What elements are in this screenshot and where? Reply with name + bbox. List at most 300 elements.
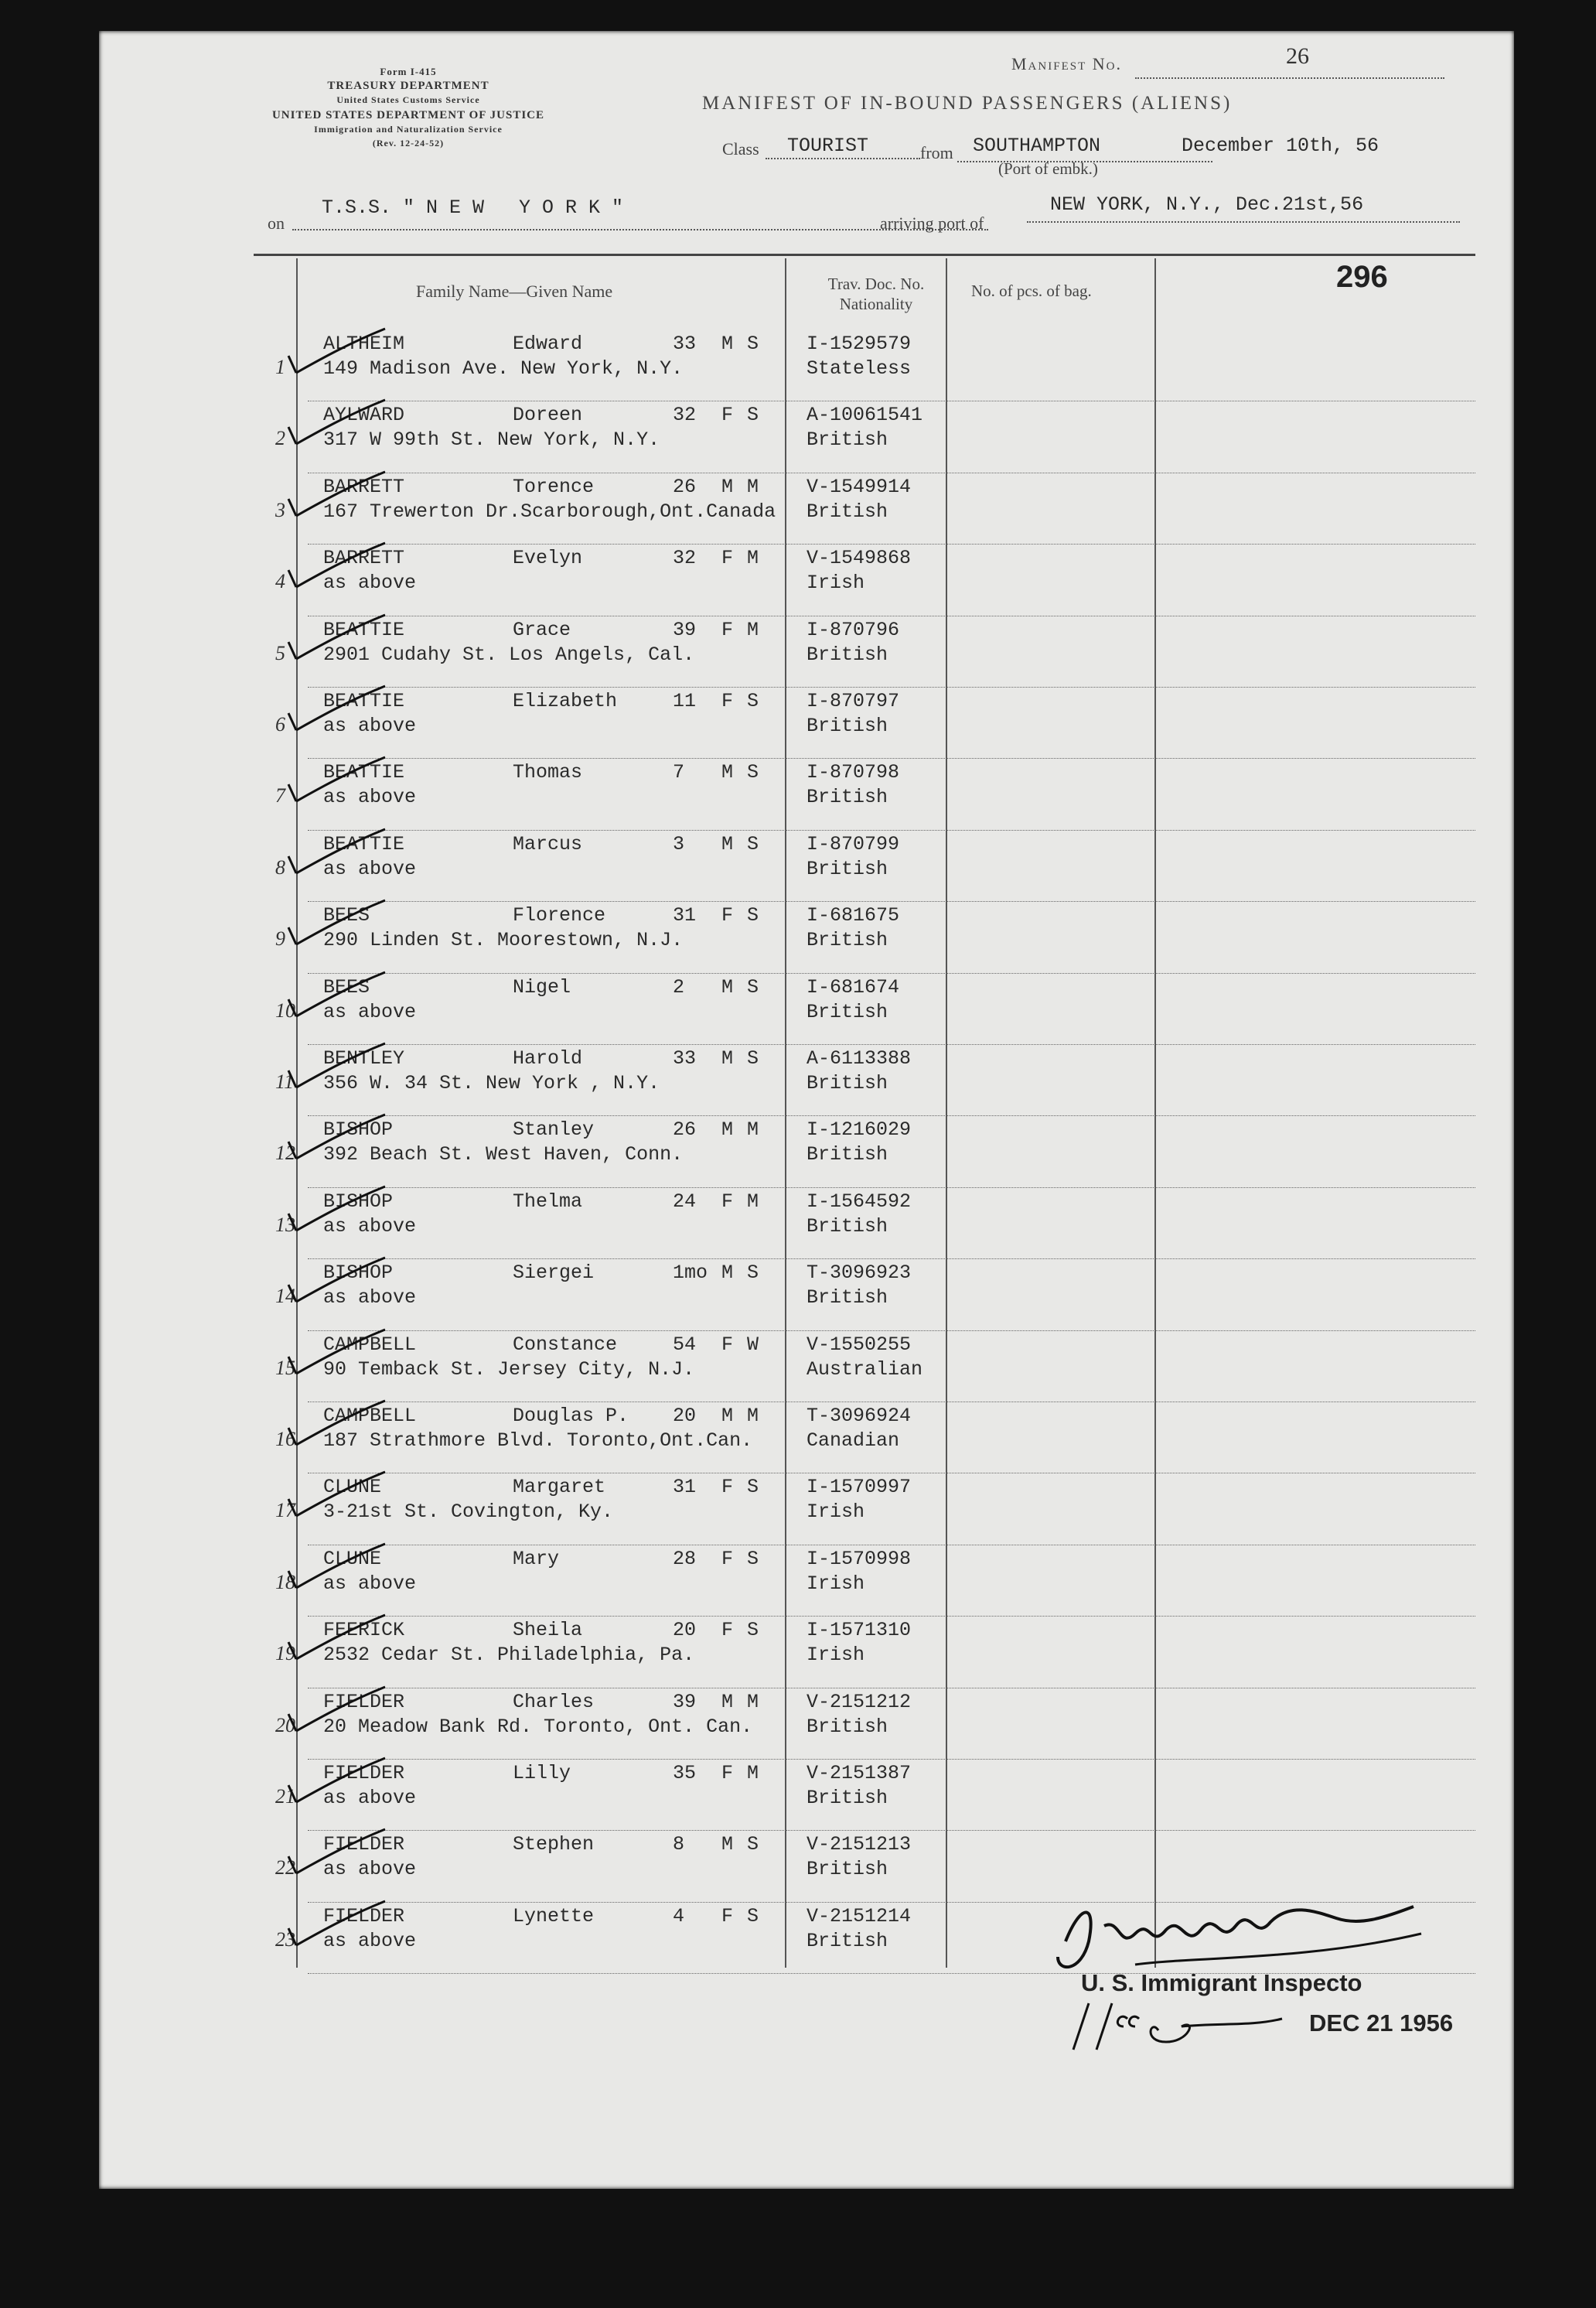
check-mark-icon xyxy=(285,968,393,1023)
row-divider xyxy=(308,1258,1475,1259)
marital-status: S xyxy=(747,333,759,355)
family-name: FIELDER xyxy=(323,1833,405,1856)
table-row xyxy=(99,1476,1514,1547)
age: 20 xyxy=(673,1619,697,1642)
travel-doc: V-2151213 xyxy=(807,1833,912,1856)
address: 90 Temback St. Jersey City, N.J. xyxy=(323,1357,695,1381)
check-mark-icon xyxy=(285,1183,393,1237)
arriving-value: NEW YORK, N.Y., Dec.21st,56 xyxy=(1050,193,1364,216)
travel-doc: I-1216029 xyxy=(807,1118,912,1142)
check-mark-icon xyxy=(285,825,393,879)
check-mark-icon xyxy=(285,1397,393,1451)
nationality: British xyxy=(807,1929,888,1952)
table-row xyxy=(99,1619,1514,1690)
check-mark-icon xyxy=(285,896,393,951)
row-number: 8 xyxy=(275,855,285,879)
family-name: CAMPBELL xyxy=(323,1405,417,1427)
check-mark-icon xyxy=(285,1683,393,1737)
marital-status: M xyxy=(747,1118,759,1142)
age: 4 xyxy=(673,1904,685,1927)
date-stamp: DEC 21 1956 xyxy=(1309,2009,1454,2037)
nationality: British xyxy=(807,857,888,880)
given-name: Lilly xyxy=(513,1762,571,1784)
row-number: 4 xyxy=(275,570,285,593)
page-title: MANIFEST OF IN-BOUND PASSENGERS (ALIENS) xyxy=(702,93,1233,114)
row-number: 17 xyxy=(275,1499,295,1522)
marital-status: S xyxy=(747,1904,759,1927)
marital-status: S xyxy=(747,1833,759,1856)
check-mark-icon xyxy=(285,1111,393,1165)
address: as above xyxy=(323,1787,417,1809)
marital-status: M xyxy=(747,1690,759,1713)
given-name: Stanley xyxy=(513,1118,595,1142)
row-number: 2 xyxy=(275,427,285,450)
table-row xyxy=(99,1762,1514,1833)
address: 2901 Cudahy St. Los Angels, Cal. xyxy=(323,643,695,666)
form-number: Form I-415 xyxy=(380,66,437,77)
given-name: Douglas P. xyxy=(513,1405,629,1427)
given-name: Doreen xyxy=(513,404,583,427)
check-mark-icon xyxy=(285,1468,393,1522)
check-mark-icon xyxy=(285,1754,393,1808)
ship-name: T.S.S. " N E W Y O R K " xyxy=(322,196,624,219)
marital-status: S xyxy=(747,690,759,712)
age: 32 xyxy=(673,547,697,570)
age: 35 xyxy=(673,1762,697,1784)
sex: M xyxy=(721,1405,734,1427)
row-number: 9 xyxy=(275,927,285,951)
given-name: Nigel xyxy=(513,975,571,999)
sex: F xyxy=(721,404,734,427)
on-label: on xyxy=(268,213,285,233)
row-number: 12 xyxy=(275,1142,295,1165)
table-row xyxy=(99,1691,1514,1762)
given-name: Grace xyxy=(513,618,571,641)
class-line xyxy=(766,158,920,159)
address: as above xyxy=(323,857,417,880)
row-number: 5 xyxy=(275,641,285,664)
given-name: Marcus xyxy=(513,832,583,855)
travel-doc: A-10061541 xyxy=(807,404,923,427)
marital-status: S xyxy=(747,1262,759,1285)
agency-block xyxy=(261,65,555,107)
check-mark-icon xyxy=(285,325,393,379)
age: 28 xyxy=(673,1547,697,1570)
address: as above xyxy=(323,1858,417,1881)
row-divider xyxy=(308,1187,1475,1188)
row-number: 23 xyxy=(275,1927,295,1951)
check-mark-icon xyxy=(285,396,393,450)
port-embk-label: (Port of embk.) xyxy=(998,159,1098,178)
row-divider xyxy=(308,1115,1475,1116)
travel-doc: I-1529579 xyxy=(807,333,912,355)
table-row xyxy=(99,1262,1514,1333)
address: 187 Strathmore Blvd. Toronto,Ont.Can. xyxy=(323,1429,753,1452)
family-name: BARRETT xyxy=(323,475,405,498)
age: 24 xyxy=(673,1190,697,1213)
travel-doc: I-1570997 xyxy=(807,1476,912,1499)
embark-date: December 10th, 56 xyxy=(1182,135,1379,157)
sex: F xyxy=(721,547,734,570)
family-name: BEES xyxy=(323,975,370,999)
col-doc-line1: Trav. Doc. No. xyxy=(827,275,925,293)
inspector-title: U. S. Immigrant Inspecto xyxy=(1081,1969,1362,1996)
sex: M xyxy=(721,1262,734,1285)
travel-doc: I-681675 xyxy=(807,904,900,927)
marital-status: S xyxy=(747,1547,759,1570)
family-name: ALTHEIM xyxy=(323,333,405,355)
travel-doc: V-2151387 xyxy=(807,1762,912,1784)
travel-doc: V-1549868 xyxy=(807,547,912,570)
family-name: BISHOP xyxy=(323,1190,394,1213)
sex: F xyxy=(721,618,734,641)
sex: M xyxy=(721,832,734,855)
nationality: British xyxy=(807,1715,888,1738)
class-label: Class xyxy=(722,139,759,159)
family-name: AYLWARD xyxy=(323,404,405,427)
row-divider xyxy=(308,1616,1475,1617)
address: as above xyxy=(323,1286,417,1309)
table-row xyxy=(99,833,1514,904)
marital-status: S xyxy=(747,832,759,855)
table-row xyxy=(99,404,1514,475)
travel-doc: I-1570998 xyxy=(807,1547,912,1570)
check-mark-icon xyxy=(285,1897,393,1951)
table-row xyxy=(99,619,1514,690)
nationality: British xyxy=(807,1000,888,1023)
given-name: Siergei xyxy=(513,1262,595,1285)
manifest-page xyxy=(99,31,1514,2189)
given-name: Harold xyxy=(513,1047,583,1070)
given-name: Edward xyxy=(513,333,583,355)
arriving-label: arriving port of xyxy=(880,213,984,233)
age: 39 xyxy=(673,618,697,641)
sex: F xyxy=(721,1333,734,1356)
given-name: Lynette xyxy=(513,1904,595,1927)
row-number: 14 xyxy=(275,1285,295,1308)
family-name: BEATTIE xyxy=(323,761,405,784)
nationality: Stateless xyxy=(807,357,912,380)
age: 20 xyxy=(673,1405,697,1427)
nationality: Irish xyxy=(807,1501,865,1524)
sex: F xyxy=(721,1762,734,1784)
travel-doc: I-870798 xyxy=(807,761,900,784)
row-divider xyxy=(308,1830,1475,1831)
family-name: BISHOP xyxy=(323,1118,394,1142)
row-number: 11 xyxy=(275,1070,295,1093)
age: 33 xyxy=(673,333,697,355)
address: as above xyxy=(323,1214,417,1238)
family-name: CLUNE xyxy=(323,1547,382,1570)
row-divider xyxy=(308,1044,1475,1045)
nationality: Irish xyxy=(807,1644,865,1667)
age: 31 xyxy=(673,1476,697,1499)
marital-status: S xyxy=(747,1476,759,1499)
nationality: British xyxy=(807,643,888,666)
sex: M xyxy=(721,333,734,355)
travel-doc: I-870796 xyxy=(807,618,900,641)
nationality: British xyxy=(807,1858,888,1881)
table-row xyxy=(99,904,1514,975)
nationality: British xyxy=(807,715,888,737)
age: 1mo xyxy=(673,1262,708,1285)
travel-doc: T-3096924 xyxy=(807,1405,912,1427)
table-row xyxy=(99,1190,1514,1262)
from-value: SOUTHAMPTON xyxy=(973,135,1101,157)
initials-icon xyxy=(1066,1996,1298,2057)
sex: M xyxy=(721,975,734,999)
marital-status: M xyxy=(747,1405,759,1427)
row-divider xyxy=(308,830,1475,831)
sex: M xyxy=(721,475,734,498)
nationality: Canadian xyxy=(807,1429,900,1452)
family-name: BEATTIE xyxy=(323,690,405,712)
table-row xyxy=(99,976,1514,1047)
nationality: British xyxy=(807,500,888,523)
address: as above xyxy=(323,572,417,595)
row-number: 15 xyxy=(275,1356,295,1379)
age: 7 xyxy=(673,761,685,784)
address: as above xyxy=(323,1929,417,1952)
sex: F xyxy=(721,690,734,712)
family-name: FIELDER xyxy=(323,1690,405,1713)
marital-status: M xyxy=(747,1190,759,1213)
row-divider xyxy=(308,1330,1475,1331)
given-name: Charles xyxy=(513,1690,595,1713)
marital-status: S xyxy=(747,1047,759,1070)
sex: F xyxy=(721,1476,734,1499)
row-number: 7 xyxy=(275,784,285,807)
row-divider xyxy=(308,1759,1475,1760)
table-row xyxy=(99,1047,1514,1118)
family-name: BISHOP xyxy=(323,1262,394,1285)
marital-status: S xyxy=(747,761,759,784)
given-name: Sheila xyxy=(513,1619,583,1642)
ins-service: Immigration and Naturalization Service xyxy=(314,124,503,135)
age: 26 xyxy=(673,475,697,498)
family-name: BEATTIE xyxy=(323,832,405,855)
address: as above xyxy=(323,786,417,809)
manifest-number: 26 xyxy=(1286,43,1309,69)
given-name: Thomas xyxy=(513,761,583,784)
nationality: Australian xyxy=(807,1357,923,1381)
address: 167 Trewerton Dr.Scarborough,Ont.Canada xyxy=(323,500,776,523)
address: as above xyxy=(323,1000,417,1023)
given-name: Mary xyxy=(513,1547,560,1570)
table-row xyxy=(99,690,1514,761)
age: 8 xyxy=(673,1833,685,1856)
marital-status: M xyxy=(747,547,759,570)
given-name: Evelyn xyxy=(513,547,583,570)
travel-doc: I-870797 xyxy=(807,690,900,712)
row-divider xyxy=(308,758,1475,759)
travel-doc: A-6113388 xyxy=(807,1047,912,1070)
row-divider xyxy=(308,973,1475,974)
nationality: Irish xyxy=(807,572,865,595)
family-name: FIELDER xyxy=(323,1904,405,1927)
travel-doc: T-3096923 xyxy=(807,1262,912,1285)
travel-doc: I-681674 xyxy=(807,975,900,999)
table-row xyxy=(99,547,1514,618)
check-mark-icon xyxy=(285,1540,393,1594)
page-number: 296 xyxy=(1336,260,1388,294)
row-divider xyxy=(308,901,1475,902)
table-row xyxy=(99,1333,1514,1405)
address: 149 Madison Ave. New York, N.Y. xyxy=(323,357,684,380)
marital-status: M xyxy=(747,618,759,641)
age: 2 xyxy=(673,975,685,999)
age: 11 xyxy=(673,690,697,712)
marital-status: M xyxy=(747,475,759,498)
sex: M xyxy=(721,1118,734,1142)
nationality: British xyxy=(807,1072,888,1094)
family-name: FEERICK xyxy=(323,1619,405,1642)
row-number: 10 xyxy=(275,999,295,1022)
col-doc-line2: Nationality xyxy=(839,295,913,313)
col-bags-header: No. of pcs. of bag. xyxy=(971,282,1092,300)
travel-doc: I-1564592 xyxy=(807,1190,912,1213)
sex: M xyxy=(721,1690,734,1713)
nationality: British xyxy=(807,1286,888,1309)
check-mark-icon xyxy=(285,1040,393,1094)
check-mark-icon xyxy=(285,468,393,522)
row-divider xyxy=(308,687,1475,688)
address: 20 Meadow Bank Rd. Toronto, Ont. Can. xyxy=(323,1715,753,1738)
address: as above xyxy=(323,1572,417,1595)
check-mark-icon xyxy=(285,753,393,807)
col-doc-header xyxy=(799,274,953,314)
sex: M xyxy=(721,761,734,784)
sex: M xyxy=(721,1047,734,1070)
given-name: Stephen xyxy=(513,1833,595,1856)
address: 3-21st St. Covington, Ky. xyxy=(323,1501,614,1524)
col-name-header: Family Name—Given Name xyxy=(416,282,613,301)
manifest-line xyxy=(1135,77,1444,79)
address: as above xyxy=(323,715,417,737)
travel-doc: I-870799 xyxy=(807,832,900,855)
table-row xyxy=(99,1405,1514,1476)
arriving-line xyxy=(1027,221,1460,223)
check-mark-icon xyxy=(285,1611,393,1665)
age: 32 xyxy=(673,404,697,427)
check-mark-icon xyxy=(285,611,393,665)
age: 39 xyxy=(673,1690,697,1713)
given-name: Elizabeth xyxy=(513,690,618,712)
row-divider xyxy=(308,544,1475,545)
family-name: BEES xyxy=(323,904,370,927)
marital-status: W xyxy=(747,1333,759,1356)
family-name: CAMPBELL xyxy=(323,1333,417,1356)
table-row xyxy=(99,1548,1514,1619)
nationality: British xyxy=(807,1214,888,1238)
nationality: Irish xyxy=(807,1572,865,1595)
row-number: 19 xyxy=(275,1642,295,1665)
class-value: TOURIST xyxy=(787,135,869,157)
address: 392 Beach St. West Haven, Conn. xyxy=(323,1143,684,1166)
given-name: Thelma xyxy=(513,1190,583,1213)
travel-doc: V-1550255 xyxy=(807,1333,912,1356)
family-name: BENTLEY xyxy=(323,1047,405,1070)
age: 26 xyxy=(673,1118,697,1142)
check-mark-icon xyxy=(285,1254,393,1308)
family-name: FIELDER xyxy=(323,1762,405,1784)
row-number: 21 xyxy=(275,1785,295,1808)
address: 317 W 99th St. New York, N.Y. xyxy=(323,428,660,452)
manifest-label: Manifest No. xyxy=(1011,54,1122,73)
age: 33 xyxy=(673,1047,697,1070)
sex: F xyxy=(721,1547,734,1570)
marital-status: M xyxy=(747,1762,759,1784)
family-name: BARRETT xyxy=(323,547,405,570)
marital-status: S xyxy=(747,1619,759,1642)
check-mark-icon xyxy=(285,1825,393,1880)
table-row xyxy=(99,333,1514,404)
sex: F xyxy=(721,904,734,927)
top-rule xyxy=(254,254,1475,256)
row-number: 20 xyxy=(275,1713,295,1736)
travel-doc: I-1571310 xyxy=(807,1619,912,1642)
justice-block xyxy=(254,108,563,150)
sex: F xyxy=(721,1619,734,1642)
family-name: CLUNE xyxy=(323,1476,382,1499)
row-number: 13 xyxy=(275,1213,295,1236)
nationality: British xyxy=(807,1143,888,1166)
address: 2532 Cedar St. Philadelphia, Pa. xyxy=(323,1644,695,1667)
check-mark-icon xyxy=(285,539,393,593)
given-name: Constance xyxy=(513,1333,618,1356)
address: 356 W. 34 St. New York , N.Y. xyxy=(323,1072,660,1094)
treasury-dept: TREASURY DEPARTMENT xyxy=(327,80,489,92)
marital-status: S xyxy=(747,904,759,927)
revision: (Rev. 12-24-52) xyxy=(372,138,445,149)
sex: M xyxy=(721,1833,734,1856)
nationality: British xyxy=(807,786,888,809)
check-mark-icon xyxy=(285,682,393,736)
customs-service: United States Customs Service xyxy=(336,94,480,105)
table-row xyxy=(99,761,1514,832)
table-row xyxy=(99,1118,1514,1190)
given-name: Florence xyxy=(513,904,606,927)
travel-doc: V-1549914 xyxy=(807,475,912,498)
age: 54 xyxy=(673,1333,697,1356)
marital-status: S xyxy=(747,404,759,427)
from-label: from xyxy=(920,143,953,162)
check-mark-icon xyxy=(285,1326,393,1380)
justice-dept: UNITED STATES DEPARTMENT OF JUSTICE xyxy=(271,109,545,121)
row-number: 18 xyxy=(275,1570,295,1593)
nationality: British xyxy=(807,428,888,452)
given-name: Torence xyxy=(513,475,595,498)
marital-status: S xyxy=(747,975,759,999)
row-number: 22 xyxy=(275,1856,295,1880)
travel-doc: V-2151214 xyxy=(807,1904,912,1927)
sex: F xyxy=(721,1904,734,1927)
nationality: British xyxy=(807,929,888,952)
row-number: 6 xyxy=(275,713,285,736)
row-number: 3 xyxy=(275,498,285,521)
table-row xyxy=(99,476,1514,547)
travel-doc: V-2151212 xyxy=(807,1690,912,1713)
age: 31 xyxy=(673,904,697,927)
age: 3 xyxy=(673,832,685,855)
given-name: Margaret xyxy=(513,1476,606,1499)
sex: F xyxy=(721,1190,734,1213)
address: 290 Linden St. Moorestown, N.J. xyxy=(323,929,684,952)
nationality: British xyxy=(807,1787,888,1809)
family-name: BEATTIE xyxy=(323,618,405,641)
row-number: 1 xyxy=(275,356,285,378)
row-number: 16 xyxy=(275,1428,295,1450)
